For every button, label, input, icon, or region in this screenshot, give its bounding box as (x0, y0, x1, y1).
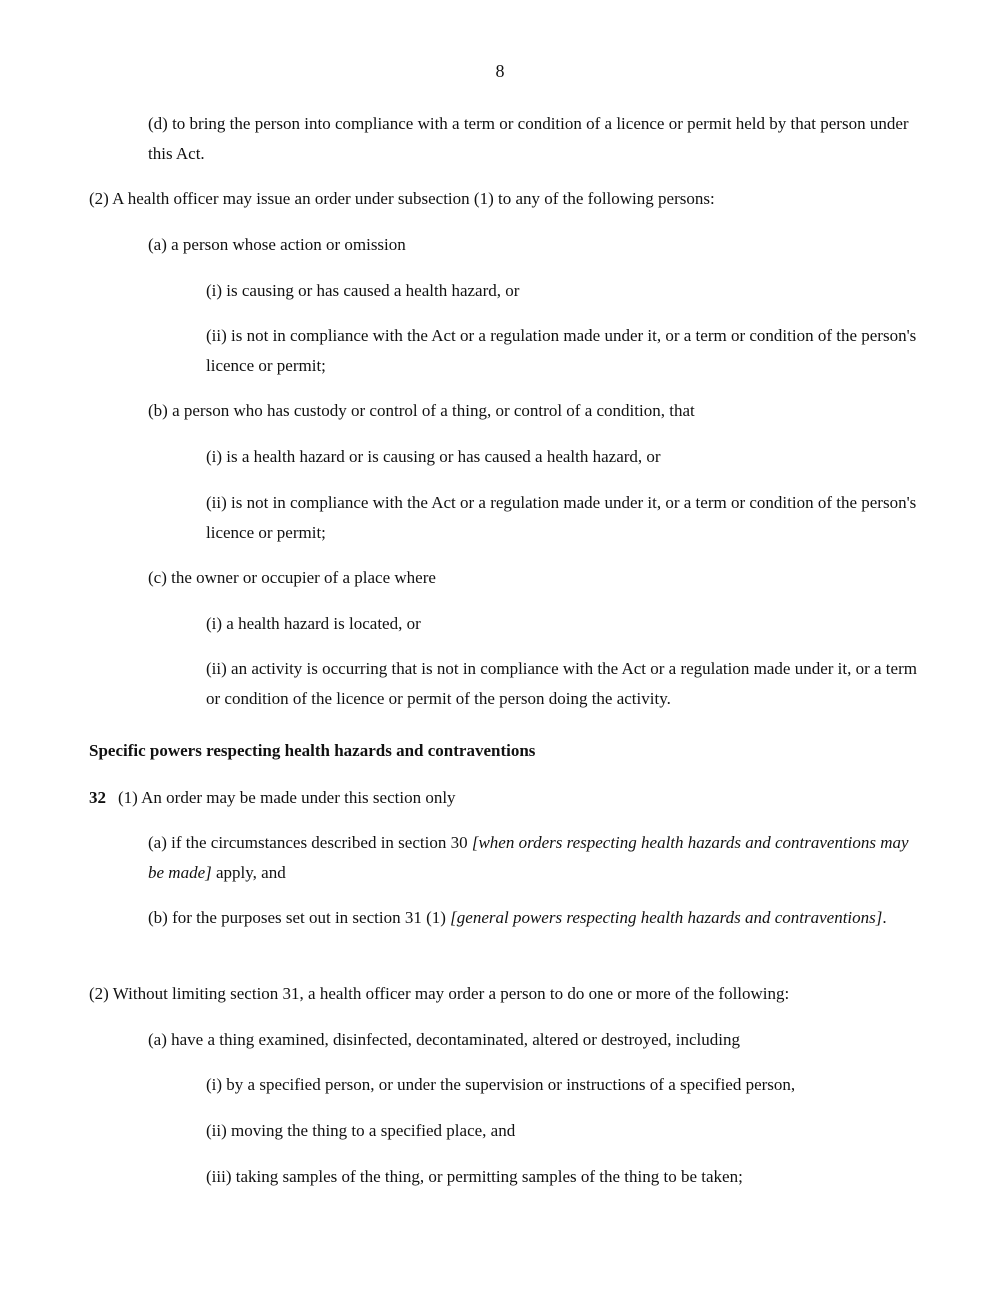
paragraph-31-2-a: (a) a person whose action or omission (148, 235, 406, 254)
paragraph-31-2-c: (c) the owner or occupier of a place where (148, 568, 436, 587)
paragraph-31-2-c-i: (i) a health hazard is located, or (206, 614, 421, 633)
paragraph-31-2-b: (b) a person who has custody or control of a thing, or control of a condition, that (148, 401, 695, 420)
page-number: 8 (495, 61, 505, 81)
section-32-1-b (148, 903, 918, 933)
section-heading: Specific powers respecting health hazards and contraventions (89, 741, 536, 760)
section-32-1-a-note: [when orders respecting health hazards and contraventions may be made] (148, 833, 909, 882)
section-32-1 (89, 783, 919, 813)
paragraph-31-2-a-i: (i) is causing or has caused a health hazard, or (206, 281, 520, 300)
paragraph-31-2-a-ii: (ii) is not in compliance with the Act or a regulation made under it, or a term or condition of the person's licence or permit; (206, 326, 917, 375)
paragraph-31-2: (2) A health officer may issue an order under subsection (1) to any of the following persons: (89, 189, 715, 208)
paragraph-31-2-c-ii: (ii) an activity is occurring that is not in compliance with the Act or a regulation made under it, or a term or condition of the licence or permit of the person doing the activity. (206, 659, 917, 708)
section-32-1-a-end: apply, and (211, 863, 286, 882)
section-32-2-a-i: (i) by a specified person, or under the supervision or instructions of a specified person, (206, 1075, 796, 1094)
section-32-1-b-end: . (882, 908, 887, 927)
paragraph-31-2-b-i: (i) is a health hazard or is causing or has caused a health hazard, or (206, 447, 661, 466)
section-32-1-text: (1) An order may be made under this section only (118, 788, 456, 807)
paragraph-31-1-d: (d) to bring the person into compliance with a term or condition of a licence or permit held by that person under this Act. (148, 114, 909, 163)
section-32-2: (2) Without limiting section 31, a health officer may order a person to do one or more of the following: (89, 984, 790, 1003)
paragraph-31-2-b-ii: (ii) is not in compliance with the Act or a regulation made under it, or a term or condition of the person's licence or permit; (206, 493, 917, 542)
section-32-2-a-ii: (ii) moving the thing to a specified place, and (206, 1121, 516, 1140)
section-32-1-b-text: (b) for the purposes set out in section 31 (1) (148, 908, 451, 927)
section-32-1-a-text: (a) if the circumstances described in section 30 (148, 833, 472, 852)
section-number: 32 (89, 788, 106, 807)
section-32-1-a (148, 828, 918, 888)
section-32-2-a: (a) have a thing examined, disinfected, decontaminated, altered or destroyed, including (148, 1030, 740, 1049)
section-32-1-b-note: [general powers respecting health hazards and contraventions] (450, 908, 883, 927)
section-32-2-a-iii: (iii) taking samples of the thing, or permitting samples of the thing to be taken; (206, 1167, 743, 1186)
